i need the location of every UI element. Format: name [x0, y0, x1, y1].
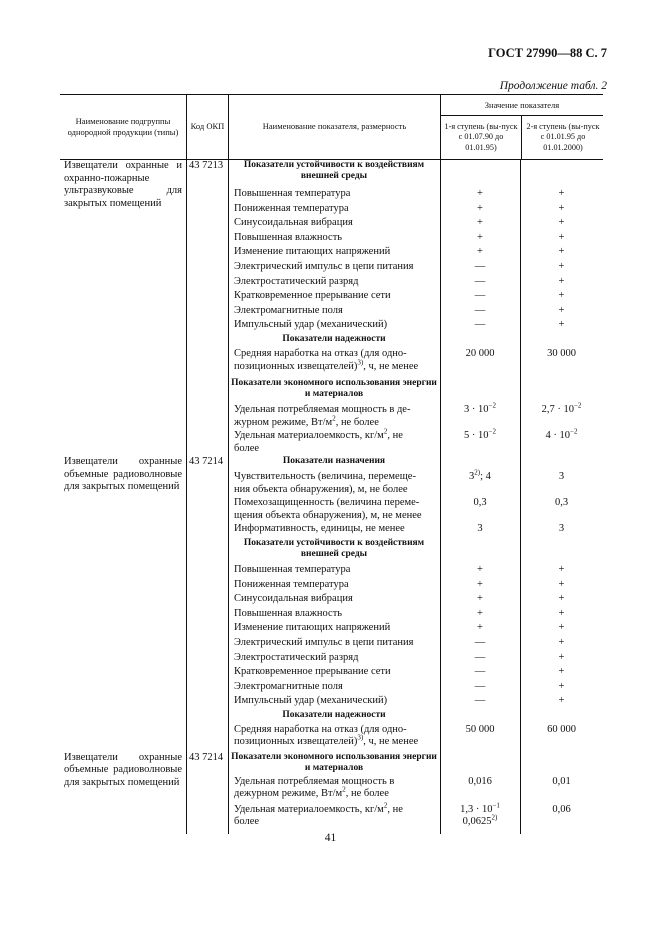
empty-cell — [186, 622, 228, 637]
header-value-title: Значение показателя — [441, 95, 603, 116]
section-heading: Показатели надежности — [282, 709, 386, 720]
header-stage1: 1-я ступень (вы-пуск с 01.07.90 до 01.01.95) — [444, 121, 518, 152]
empty-cell — [60, 348, 186, 378]
section-heading: Показатели устойчивости к воздействиям внешней среды — [243, 160, 425, 182]
text-part: Информативность, единицы, не менее — [234, 522, 405, 534]
empty-cell — [60, 290, 186, 305]
empty-cell — [440, 378, 520, 404]
empty-cell — [60, 608, 186, 623]
table-row — [60, 497, 603, 523]
table-row — [60, 523, 603, 538]
superscript: 2 — [332, 414, 336, 423]
empty-cell — [60, 710, 186, 724]
table-row — [60, 427, 603, 456]
value-stage2: + — [558, 636, 565, 648]
empty-cell — [60, 804, 186, 834]
indicator-name: Повышенная температура — [234, 563, 351, 575]
empty-cell — [186, 246, 228, 261]
indicator-name: Электростатический разряд — [234, 651, 359, 663]
empty-cell — [186, 290, 228, 305]
empty-cell — [60, 622, 186, 637]
text-part: Чувствительность (величина, перемеще- — [234, 470, 416, 482]
empty-cell — [520, 334, 603, 348]
text-part: 3 · 10 — [464, 403, 489, 415]
header-stage2: 2-я ступень (вы-пуск с 01.01.95 до 01.01.2000) — [521, 116, 604, 159]
text-part: 20 000 — [465, 347, 495, 359]
value-stage1 — [440, 348, 520, 378]
empty-cell — [440, 710, 520, 724]
table-row — [60, 681, 603, 696]
superscript: 2 — [383, 427, 388, 436]
value-stage1: + — [477, 563, 483, 575]
empty-cell — [440, 160, 520, 188]
value-stage2: + — [558, 666, 565, 678]
value-stage1 — [440, 776, 520, 804]
empty-cell — [186, 348, 228, 378]
empty-cell — [186, 538, 228, 564]
value-stage2: + — [558, 304, 565, 316]
indicator-name — [228, 497, 440, 523]
table-row — [60, 217, 603, 232]
indicator-name — [228, 427, 440, 456]
table-row — [60, 538, 603, 564]
value-stage2 — [520, 776, 603, 804]
indicator-name: Изменение питающих напряжений — [234, 246, 391, 258]
value-stage2 — [520, 471, 603, 497]
section-heading: Показатели надежности — [282, 333, 386, 344]
superscript: −2 — [573, 401, 582, 410]
indicator-name — [228, 471, 440, 497]
table-row — [60, 276, 603, 291]
table-row — [60, 637, 603, 652]
value-stage1: + — [477, 246, 483, 258]
empty-cell — [440, 752, 520, 776]
text-part: , не более — [345, 788, 389, 800]
text-part: Удельная потребляемая мощность в де- — [234, 403, 411, 415]
value-stage1: — — [474, 666, 486, 678]
indicator-name: Повышенная влажность — [234, 607, 343, 619]
empty-cell — [60, 246, 186, 261]
empty-cell — [520, 752, 603, 776]
text-part: , не — [387, 429, 403, 441]
indicator-name — [228, 523, 440, 538]
indicator-name: Кратковременное прерывание сети — [234, 290, 391, 302]
text-part: , ч, не менее — [363, 736, 419, 748]
value-stage2: + — [558, 275, 565, 287]
okp-code: 43 7214 — [189, 455, 224, 467]
value-stage1 — [440, 468, 520, 497]
value-stage2: + — [558, 246, 565, 258]
okp-code: 43 7214 — [189, 751, 224, 763]
indicator-name: Повышенная влажность — [234, 231, 343, 243]
empty-cell — [186, 232, 228, 247]
value-stage2 — [520, 724, 603, 752]
indicator-name: Электростатический разряд — [234, 275, 359, 287]
value-stage2 — [520, 523, 603, 538]
text-part: 2,7 · 10 — [541, 403, 574, 415]
empty-cell — [60, 404, 186, 430]
value-stage2 — [520, 497, 603, 523]
empty-cell — [60, 564, 186, 579]
value-stage2: + — [558, 680, 565, 692]
empty-cell — [60, 523, 186, 538]
empty-cell — [186, 497, 228, 523]
empty-cell — [60, 305, 186, 320]
empty-cell — [60, 666, 186, 681]
table-row — [60, 652, 603, 667]
empty-cell — [60, 593, 186, 608]
empty-cell — [186, 724, 228, 752]
text-part: позиционных извещателей) — [234, 360, 358, 372]
empty-cell — [520, 456, 603, 471]
value-stage2 — [520, 348, 603, 378]
empty-cell — [60, 695, 186, 710]
empty-cell — [186, 710, 228, 724]
text-part: 60 000 — [547, 723, 576, 735]
value-stage1: + — [477, 578, 483, 590]
empty-cell — [60, 217, 186, 232]
text-part: Удельная потребляемая мощность в — [234, 775, 395, 787]
empty-cell — [520, 538, 603, 564]
value-stage2: + — [558, 578, 565, 590]
text-part: 0,0625 — [462, 816, 492, 828]
indicator-name: Повышенная температура — [234, 188, 351, 199]
empty-cell — [60, 334, 186, 348]
text-part: 0,3 — [473, 496, 487, 508]
empty-cell — [60, 579, 186, 594]
superscript: −2 — [488, 401, 496, 410]
empty-cell — [60, 681, 186, 696]
table-row — [60, 564, 603, 579]
empty-cell — [186, 276, 228, 291]
text-part: Помехозащищенность (величина переме- — [234, 496, 420, 508]
value-stage1: — — [474, 260, 486, 272]
value-stage2: + — [558, 202, 565, 214]
table-continuation: Продолжение табл. 2 — [499, 80, 607, 92]
empty-cell — [186, 593, 228, 608]
empty-cell — [60, 319, 186, 334]
table-header — [60, 95, 603, 160]
text-part: 3 — [477, 522, 483, 534]
table-row — [60, 334, 603, 348]
table-row — [60, 666, 603, 681]
text-part: журном режиме, Вт/м — [234, 416, 333, 428]
indicator-name: Электромагнитные поля — [234, 680, 343, 692]
text-part: 0,016 — [468, 775, 492, 787]
value-stage2: + — [558, 563, 565, 575]
indicator-name — [228, 348, 440, 378]
header-code: Код ОКП — [186, 95, 228, 159]
text-part: ния объекта обнаружения), м, не более — [234, 483, 408, 495]
value-stage1: — — [474, 680, 486, 692]
text-part: 50 000 — [465, 723, 495, 735]
table-row — [60, 290, 603, 305]
table-row — [60, 319, 603, 334]
text-part: 1,3 · 10 — [460, 803, 493, 815]
indicator-name: Изменение питающих напряжений — [234, 622, 391, 634]
value-stage2: + — [558, 593, 565, 605]
superscript: 2 — [342, 785, 346, 794]
empty-cell — [186, 203, 228, 218]
group-name-text: Извещатели охранные объемные радиоволновые для закрытых помещений — [64, 455, 182, 493]
text-part: 0,3 — [554, 496, 569, 508]
value-stage1 — [440, 427, 520, 456]
table-row — [60, 710, 603, 724]
empty-cell — [186, 666, 228, 681]
text-part: более — [234, 442, 260, 454]
group-name-text: Извещатели охранные объемные радиоволновые для закрытых помещений — [64, 751, 182, 789]
page-header: ГОСТ 27990—88 С. 7 — [488, 46, 607, 60]
indicator-name: Импульсный удар (механический) — [234, 695, 388, 707]
section-heading: Показатели устойчивости к воздействиям внешней среды — [243, 537, 425, 560]
table-row — [60, 401, 603, 430]
value-stage2: + — [558, 651, 565, 663]
table-row — [60, 468, 603, 497]
value-stage2: + — [558, 319, 565, 331]
empty-cell — [186, 319, 228, 334]
value-stage1: + — [477, 622, 483, 634]
value-stage1: + — [477, 217, 483, 229]
empty-cell — [520, 710, 603, 724]
text-part: 3 — [558, 522, 565, 534]
superscript: −2 — [570, 427, 578, 436]
superscript: 3) — [357, 358, 364, 367]
empty-cell — [440, 334, 520, 348]
value-stage2 — [520, 401, 603, 430]
table-row — [60, 801, 603, 834]
empty-cell — [186, 804, 228, 834]
empty-cell — [60, 538, 186, 564]
empty-cell — [186, 681, 228, 696]
empty-cell — [186, 334, 228, 348]
empty-cell — [186, 776, 228, 804]
okp-code: 43 7213 — [189, 160, 224, 171]
value-stage1: + — [477, 188, 483, 199]
text-part: 3 — [469, 470, 475, 482]
empty-cell — [186, 188, 228, 203]
indicator-name: Импульсный удар (механический) — [234, 319, 388, 331]
empty-cell — [60, 430, 186, 456]
text-part: , ч, не менее — [363, 360, 419, 372]
indicator-name — [228, 404, 440, 430]
empty-cell — [440, 538, 520, 564]
value-stage1: — — [474, 319, 486, 331]
indicator-name: Электромагнитные поля — [234, 304, 343, 316]
page-number: 41 — [324, 832, 337, 844]
text-part: Удельная материалоемкость, кг/м — [234, 803, 384, 815]
section-heading: Показатели назначения — [282, 455, 386, 466]
table-row — [60, 232, 603, 247]
empty-cell — [186, 217, 228, 232]
value-stage2: + — [558, 622, 565, 634]
empty-cell — [60, 776, 186, 804]
superscript: 2 — [383, 801, 388, 810]
table-row — [60, 724, 603, 752]
value-stage1: — — [474, 275, 486, 287]
empty-cell — [186, 305, 228, 320]
table-row — [60, 608, 603, 623]
group-name-text: Извещатели охранные и охранно-пожарные ультразвуковые для закрытых помещений — [64, 160, 182, 209]
text-part: дежурном режиме, Вт/м — [234, 788, 343, 800]
text-part: Средняя наработка на отказ (для одно- — [234, 723, 407, 735]
empty-cell — [520, 378, 603, 404]
value-stage1 — [440, 401, 520, 430]
empty-cell — [60, 471, 186, 497]
indicator-name: Пониженная температура — [234, 202, 349, 214]
value-stage2: + — [558, 217, 565, 229]
empty-cell — [186, 637, 228, 652]
text-part: более — [234, 816, 260, 828]
empty-cell — [60, 497, 186, 523]
table-row — [60, 593, 603, 608]
table-row — [60, 261, 603, 276]
indicator-table — [60, 94, 603, 834]
text-part: 0,01 — [552, 775, 571, 787]
empty-cell — [186, 579, 228, 594]
value-stage1 — [440, 497, 520, 523]
section-heading: Показатели экономного использования энергии и материалов — [231, 377, 437, 400]
empty-cell — [186, 652, 228, 667]
table-row — [60, 246, 603, 261]
superscript: 2) — [474, 468, 481, 477]
table-row — [60, 776, 603, 804]
indicator-name — [228, 776, 440, 804]
value-stage1 — [440, 523, 520, 538]
indicator-name: Электрический импульс в цепи питания — [234, 260, 414, 272]
value-stage1: + — [477, 231, 483, 243]
value-stage2 — [520, 427, 603, 456]
table-row — [60, 378, 603, 404]
value-stage2: + — [558, 188, 565, 199]
text-part: 30 000 — [547, 347, 576, 359]
value-stage1 — [440, 801, 520, 834]
text-part: 5 · 10 — [464, 429, 489, 441]
superscript: 3) — [357, 733, 364, 742]
value-stage2: + — [558, 607, 565, 619]
table-row — [60, 695, 603, 710]
header-value — [440, 95, 603, 159]
indicator-name: Синусоидальная вибрация — [234, 217, 353, 229]
value-stage2: + — [558, 260, 565, 272]
empty-cell — [186, 471, 228, 497]
text-part: , не — [387, 803, 403, 815]
empty-cell — [60, 724, 186, 752]
empty-cell — [186, 695, 228, 710]
value-stage1: + — [477, 202, 483, 214]
header-group: Наименование подгруппы однородной продукции (типы) — [67, 115, 179, 137]
table-body — [60, 160, 603, 834]
text-part: щения объекта обнаружения), м, не менее — [234, 509, 422, 521]
value-stage1: — — [474, 651, 486, 663]
value-stage2: + — [558, 695, 565, 707]
empty-cell — [186, 608, 228, 623]
superscript: −2 — [488, 427, 496, 436]
table-row — [60, 622, 603, 637]
text-part: 0,06 — [552, 803, 571, 815]
section-heading: Показатели экономного использования энергии и материалов — [231, 751, 437, 774]
indicator-name: Кратковременное прерывание сети — [234, 666, 391, 678]
table-row — [60, 305, 603, 320]
empty-cell — [60, 637, 186, 652]
indicator-name: Синусоидальная вибрация — [234, 593, 353, 605]
empty-cell — [60, 261, 186, 276]
empty-cell — [186, 404, 228, 430]
value-stage1: — — [474, 290, 486, 302]
value-stage2: + — [558, 231, 565, 243]
superscript: 2) — [491, 813, 498, 822]
text-part: Средняя наработка на отказ (для одно- — [234, 347, 407, 359]
value-stage1 — [440, 724, 520, 752]
value-stage2 — [520, 804, 603, 834]
indicator-name — [228, 801, 440, 834]
value-stage2: + — [558, 290, 565, 302]
value-stage1: + — [477, 593, 483, 605]
empty-cell — [186, 378, 228, 404]
empty-cell — [60, 276, 186, 291]
indicator-name: Электрический импульс в цепи питания — [234, 636, 414, 648]
empty-cell — [60, 652, 186, 667]
value-stage1: — — [474, 695, 486, 707]
text-part: 3 — [558, 470, 565, 482]
text-part: , не более — [335, 416, 379, 428]
table-row — [60, 579, 603, 594]
empty-cell — [186, 261, 228, 276]
empty-cell — [186, 523, 228, 538]
superscript: −1 — [492, 801, 500, 810]
text-part: ; 4 — [480, 470, 491, 482]
empty-cell — [186, 564, 228, 579]
empty-cell — [186, 430, 228, 456]
text-part: 4 · 10 — [545, 429, 571, 441]
indicator-name: Пониженная температура — [234, 578, 349, 590]
empty-cell — [520, 160, 603, 188]
value-stage1: — — [474, 304, 486, 316]
table-row — [60, 348, 603, 378]
header-indicator: Наименование показателя, размерность — [228, 95, 440, 159]
indicator-name — [228, 724, 440, 752]
value-stage1: + — [477, 607, 483, 619]
value-stage1: — — [474, 636, 486, 648]
text-part: позиционных извещателей) — [234, 736, 358, 748]
empty-cell — [60, 232, 186, 247]
empty-cell — [60, 378, 186, 404]
text-part: Удельная материалоемкость, кг/м — [234, 429, 384, 441]
